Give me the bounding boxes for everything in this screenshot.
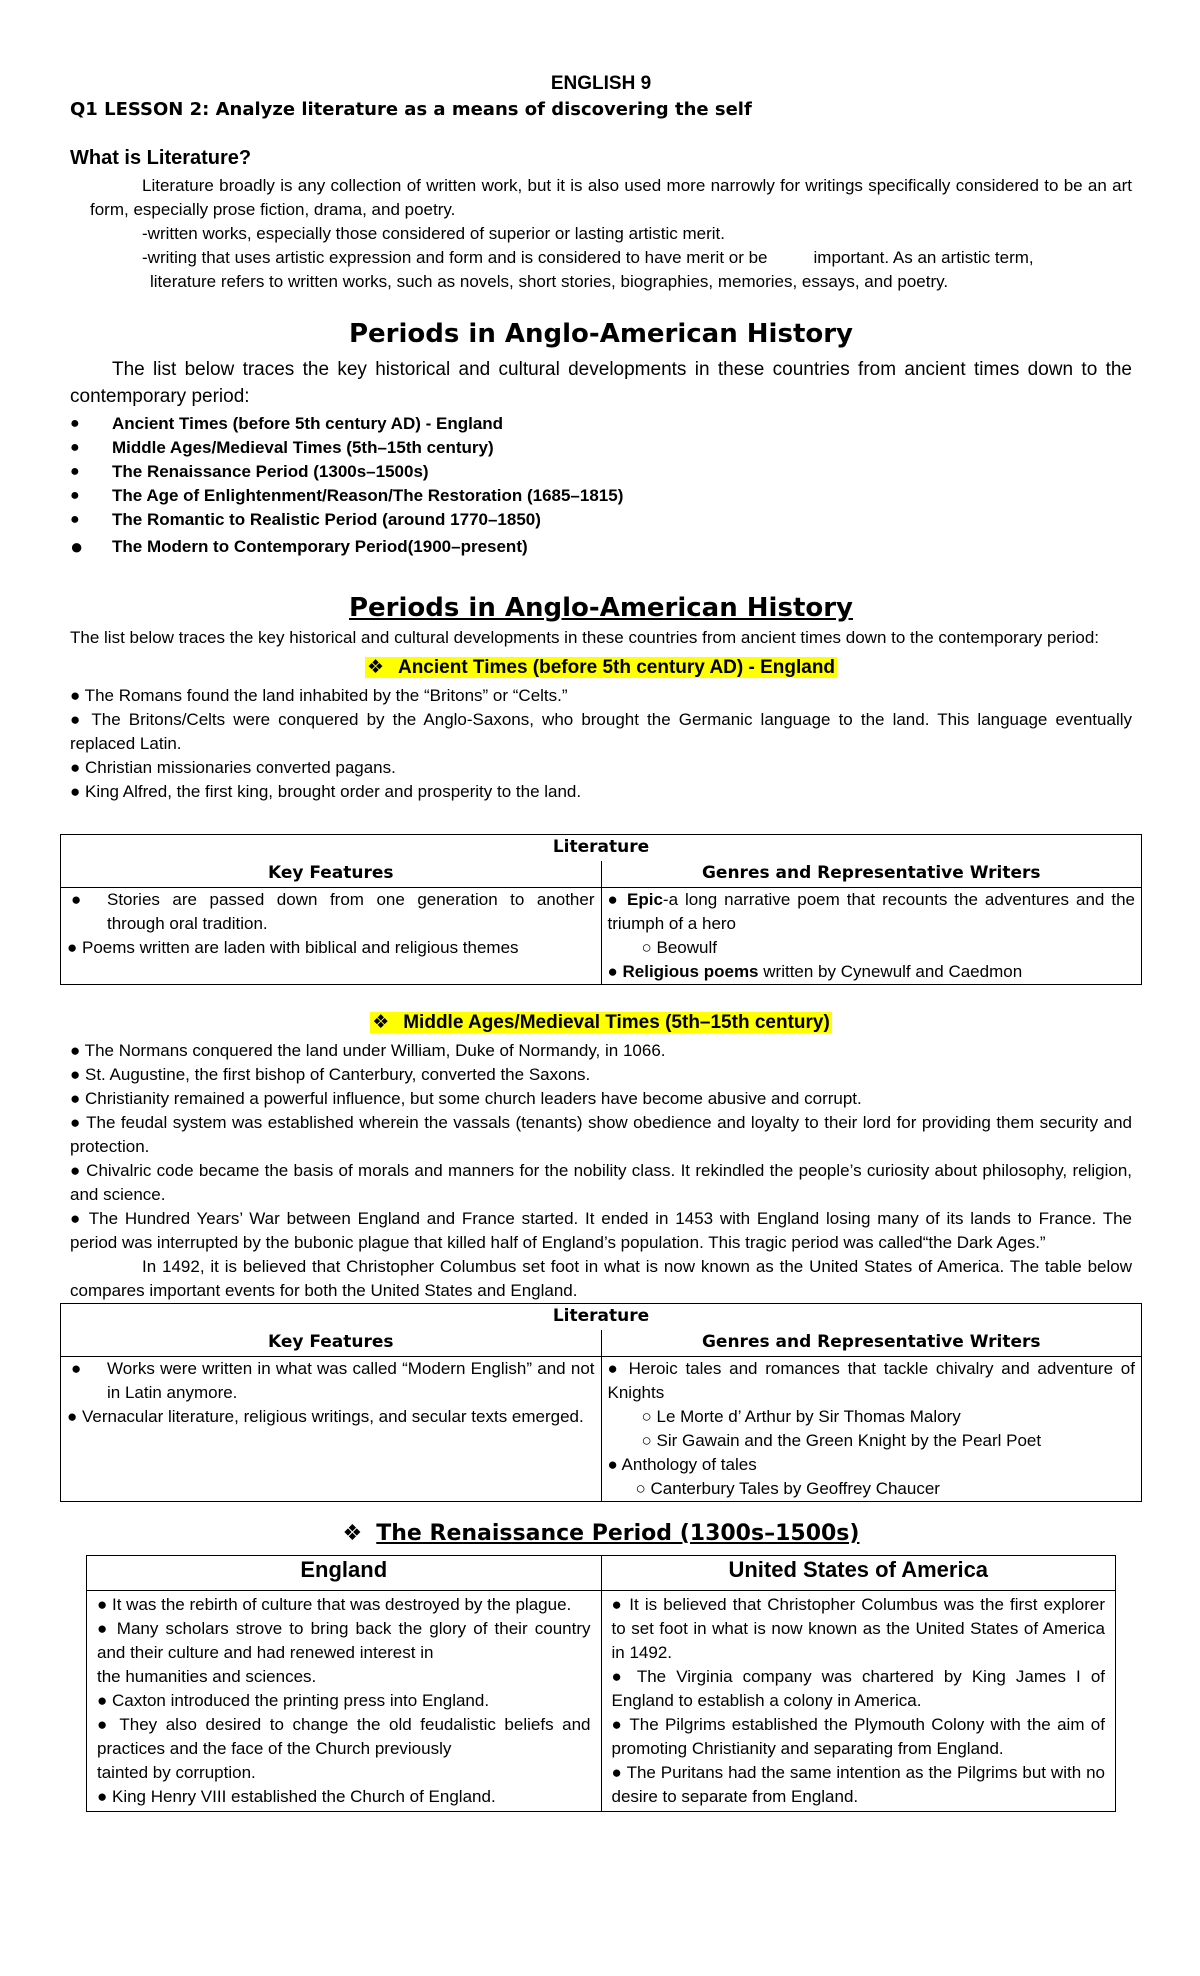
renaissance-table <box>86 1555 1116 1812</box>
ancient-banner-text <box>365 657 837 678</box>
cell-line: ○ Beowulf <box>641 938 717 957</box>
renaissance-banner-text <box>341 1521 862 1546</box>
ancient-bullet: ● King Alfred, the first king, brought order and prosperity to the land. <box>70 782 582 801</box>
table-cell-genres <box>601 1357 1142 1502</box>
religious-label: ● Religious poems <box>607 962 759 981</box>
definition-3a: -writing that uses artistic expression and form and is considered to have merit or be <box>142 248 768 267</box>
table-title: Literature <box>61 835 1142 862</box>
religious-text: written by Cynewulf and Caedmon <box>758 962 1023 981</box>
periods-title: Periods in Anglo-American History <box>348 319 854 349</box>
ancient-banner <box>70 656 1132 680</box>
columbus-paragraph: In 1492, it is believed that Christopher Columbus set foot in what is now known as the United States of America. The table below compares important events for both the United States and England. <box>70 1257 1132 1300</box>
table-header-england: England <box>87 1556 602 1591</box>
table-cell-usa <box>601 1591 1116 1812</box>
renaissance-banner <box>70 1522 1132 1547</box>
cell-line: tainted by corruption. <box>97 1763 256 1782</box>
table-header-genres: Genres and Representative Writers <box>601 861 1142 888</box>
cell-bullet: ● Works were written in what was called “Modern English” and not in Latin anymore. <box>67 1357 595 1405</box>
what-is-literature-heading: What is Literature? <box>70 147 252 169</box>
table-header-genres: Genres and Representative Writers <box>601 1330 1142 1357</box>
list-item: ● The Age of Enlightenment/Reason/The Restoration (1685–1815) <box>70 484 1132 508</box>
cell-line: ● The Virginia company was chartered by King James I of England to establish a colony in America. <box>611 1667 1105 1710</box>
cell-line: ○ Sir Gawain and the Green Knight by the Pearl Poet <box>641 1431 1042 1450</box>
middle-ages-bullet: ● St. Augustine, the first bishop of Canterbury, converted the Saxons. <box>70 1065 591 1084</box>
cell-line: ● The Pilgrims established the Plymouth Colony with the aim of promoting Christianity and separating from England. <box>611 1715 1105 1758</box>
ancient-bullet: ● The Britons/Celts were conquered by the Anglo-Saxons, who brought the Germanic language to the land. This language eventually replaced Latin. <box>70 710 1132 753</box>
cell-line: ● Heroic tales and romances that tackle chivalry and adventure of Knights <box>607 1359 1135 1402</box>
document-page <box>67 72 1135 1812</box>
list-item: ● The Modern to Contemporary Period(1900–present) <box>70 532 1132 562</box>
literature-definition-4: literature refers to written works, such as novels, short stories, biographies, memories, essays, and poetry. <box>150 272 949 291</box>
epic-label: ● Epic <box>607 890 663 909</box>
ancient-literature-table <box>60 834 1142 985</box>
periods-lead: The list below traces the key historical and cultural developments in these countries from ancient times down to the contemporary period: <box>70 359 1132 407</box>
cell-line: ● Many scholars strove to bring back the glory of their country and their culture and had renewed interest in <box>97 1619 591 1662</box>
periods-detail-title: Periods in Anglo-American History <box>348 593 854 623</box>
table-cell-key-features <box>61 888 602 985</box>
renaissance-banner-label: The Renaissance Period (1300s–1500s) <box>376 1521 860 1546</box>
cell-line: ● Caxton introduced the printing press into England. <box>97 1691 490 1710</box>
cell-line: ● It is believed that Christopher Columbus was the first explorer to set foot in what is now known as the United States of America in 1492. <box>611 1595 1105 1662</box>
cell-line: ● They also desired to change the old feudalistic beliefs and practices and the face of the Church previously <box>97 1715 591 1758</box>
epic-text: -a long narrative poem that recounts the adventures and the triumph of a hero <box>607 890 1135 933</box>
middle-ages-banner <box>70 1011 1132 1035</box>
cell-line <box>608 960 1136 984</box>
middle-ages-banner-label: Middle Ages/Medieval Times (5th–15th century) <box>403 1012 830 1033</box>
diamond-bullet-icon: ❖ <box>342 1521 363 1546</box>
cell-line: ● Poems written are laden with biblical and religious themes <box>67 938 519 957</box>
lesson-title: Q1 LESSON 2: Analyze literature as a means of discovering the self <box>70 99 752 120</box>
cell-line: ● Vernacular literature, religious writings, and secular texts emerged. <box>67 1407 584 1426</box>
cell-line: ○ Le Morte d’ Arthur by Sir Thomas Malory <box>641 1407 961 1426</box>
list-item: ● The Renaissance Period (1300s–1500s) <box>70 460 1132 484</box>
periods-list <box>70 412 1132 562</box>
middle-ages-bullet: ● The Hundred Years’ War between England and France started. It ended in 1453 with England losing many of its lands to France. The period was interrupted by the bubonic plague that killed half of England’s population. This tragic period was called“the Dark Ages.” <box>70 1209 1132 1252</box>
table-cell-key-features <box>61 1357 602 1502</box>
literature-definition-2: -written works, especially those considered of superior or lasting artistic merit. <box>142 224 725 243</box>
cell-line: ● King Henry VIII established the Church of England. <box>97 1787 496 1806</box>
literature-definition-3 <box>70 246 1132 270</box>
table-header-key-features: Key Features <box>61 861 602 888</box>
table-cell-genres <box>601 888 1142 985</box>
table-header-key-features: Key Features <box>61 1330 602 1357</box>
cell-line <box>608 888 1136 936</box>
cell-bullet: ● Stories are passed down from one generation to another through oral tradition. <box>67 888 595 936</box>
middle-ages-banner-text <box>370 1012 832 1033</box>
periods-detail-lead: The list below traces the key historical and cultural developments in these countries from ancient times down to the contemporary period: <box>70 628 1100 647</box>
middle-ages-bullet: ● The Normans conquered the land under William, Duke of Normandy, in 1066. <box>70 1041 666 1060</box>
middle-ages-bullet: ● Christianity remained a powerful influence, but some church leaders have become abusive and corrupt. <box>70 1089 862 1108</box>
ancient-bullet: ● The Romans found the land inhabited by the “Britons” or “Celts.” <box>70 686 568 705</box>
list-item: ● Middle Ages/Medieval Times (5th–15th century) <box>70 436 1132 460</box>
cell-line: ● It was the rebirth of culture that was destroyed by the plague. <box>97 1595 572 1614</box>
middle-ages-bullet: ● Chivalric code became the basis of morals and manners for the nobility class. It rekindled the people’s curiosity about philosophy, religion, and science. <box>70 1161 1132 1204</box>
diamond-bullet-icon: ❖ <box>372 1012 390 1033</box>
literature-definition: Literature broadly is any collection of written work, but it is also used more narrowly for writings specifically considered to be an art form, especially prose fiction, drama, and poetry. <box>90 176 1132 219</box>
table-header-usa: United States of America <box>601 1556 1116 1591</box>
definition-3b: important. As an artistic term, <box>813 248 1034 267</box>
middle-ages-literature-table <box>60 1303 1142 1502</box>
table-cell-england <box>87 1591 602 1812</box>
table-title: Literature <box>61 1304 1142 1331</box>
ancient-bullet: ● Christian missionaries converted pagans. <box>70 758 396 777</box>
middle-ages-bullet: ● The feudal system was established wherein the vassals (tenants) show obedience and loyalty to their lord for providing them security and protection. <box>70 1113 1132 1156</box>
diamond-bullet-icon: ❖ <box>366 657 384 678</box>
cell-line: ● The Puritans had the same intention as the Pilgrims but with no desire to separate from England. <box>611 1763 1105 1806</box>
ancient-banner-label: Ancient Times (before 5th century AD) - England <box>397 657 836 678</box>
subject-title: ENGLISH 9 <box>550 73 652 94</box>
list-item: ● The Romantic to Realistic Period (around 1770–1850) <box>70 508 1132 532</box>
list-item: ● Ancient Times (before 5th century AD) - England <box>70 412 1132 436</box>
cell-line: ● Anthology of tales <box>607 1455 757 1474</box>
cell-line: the humanities and sciences. <box>97 1667 317 1686</box>
cell-line: ○ Canterbury Tales by Geoffrey Chaucer <box>635 1479 940 1498</box>
